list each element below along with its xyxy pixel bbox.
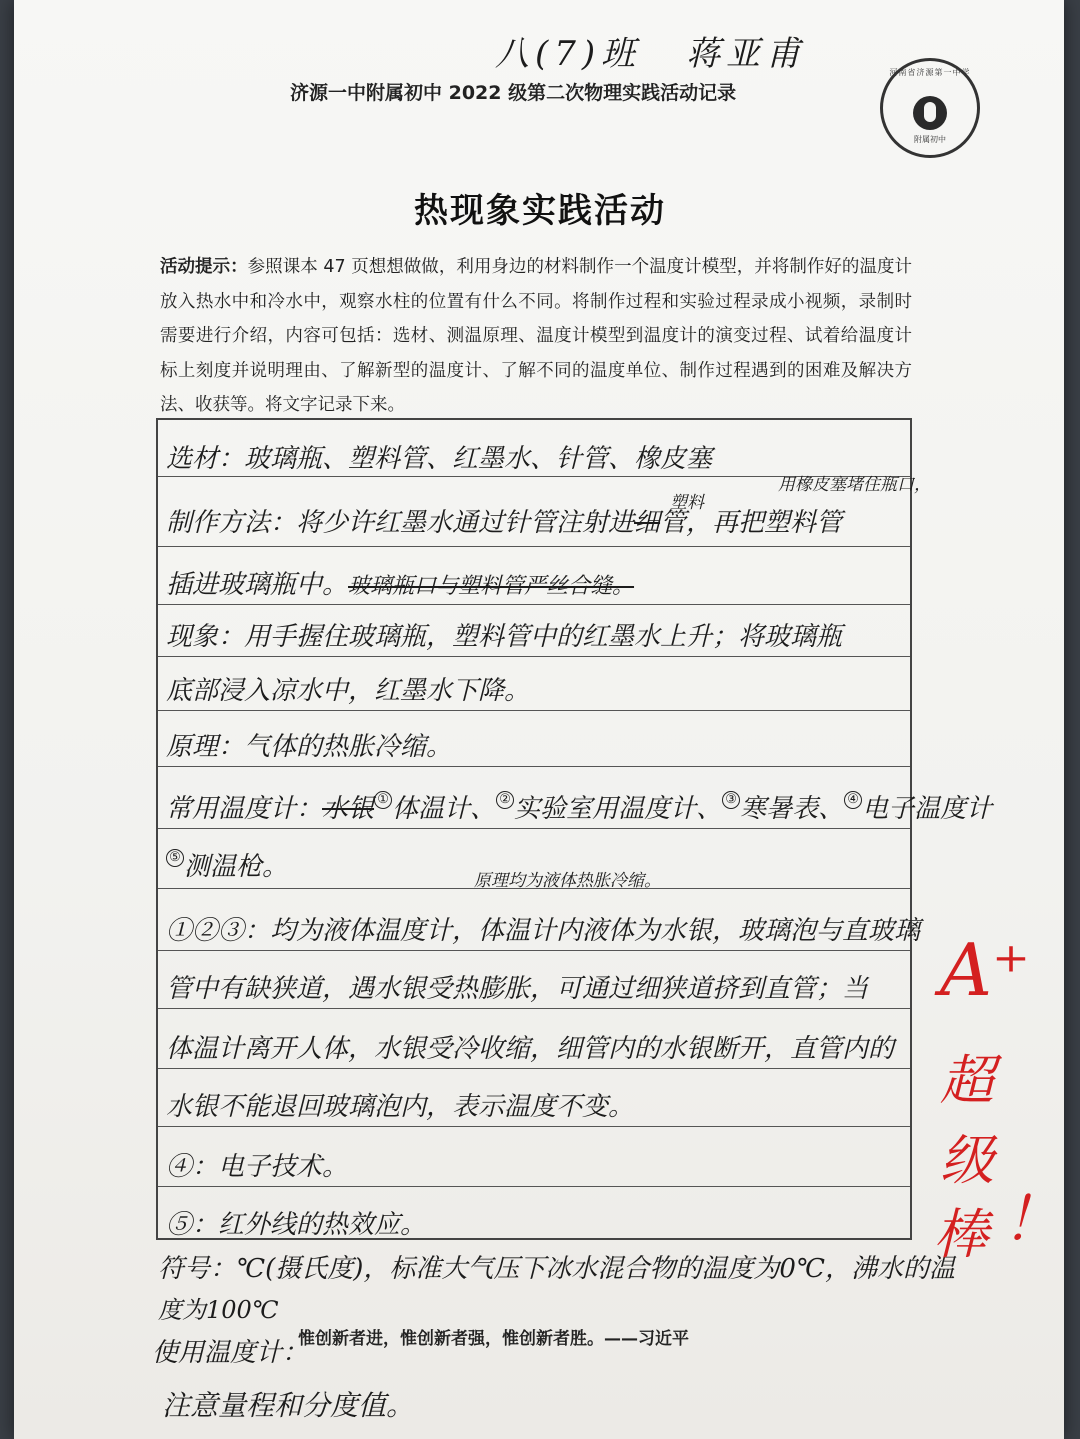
grade-comment-char: 级 (940, 1129, 994, 1192)
record-box (156, 418, 993, 1240)
symbol-line-cont: 度为100℃ (158, 1296, 279, 1324)
school-seal-icon (880, 58, 980, 158)
record-line-liquid: ①②③：均为液体温度计，体温计内液体为水银，玻璃泡与直玻璃 (166, 916, 921, 946)
grade-comment-char: ！ (1002, 1185, 1062, 1255)
record-line-method-cont (166, 564, 914, 601)
method-cont-strikethrough: 玻璃瓶口与塑料管严丝合缝。 (348, 574, 635, 599)
ruled-line (158, 656, 910, 657)
grade-mark: A⁺ (940, 928, 1030, 1012)
ruled-line (158, 1008, 910, 1009)
method-strikethrough: 细 (634, 508, 661, 538)
ruled-line (158, 710, 910, 711)
ruled-line (158, 604, 910, 605)
record-line-phenomenon: 现象：用手握住玻璃瓶，塑料管中的红墨水上升；将玻璃瓶 (166, 622, 843, 652)
number-marker: ① (374, 791, 392, 809)
prompt-text: 参照课本 47 页想想做做，利用身边的材料制作一个温度计模型，并将制作好的温度计放入热水中和冷水中，观察水柱的位置有什么不同。将制作过程和实验过程录成小视频，录制时需要进行介绍，内容可包括：选材、测温原理、温度计模型到温度计的演变过程、试着给温度计标上刻度并说明理由、了解新型的温度计、了解不同的温度单位、制作过程遇到的困难及解决方法、收获等。将文字记录下来。 (160, 257, 912, 415)
ruled-line (158, 1068, 910, 1069)
number-marker: ③ (722, 791, 740, 809)
record-line-infrared: ⑤：红外线的热效应。 (166, 1210, 427, 1240)
usage-note: 注意量程和分度值。 (162, 1389, 415, 1422)
symbol-line: 符号：℃(摄氏度)，标准大气压下冰水混合物的温度为0℃，沸水的温 (158, 1254, 955, 1284)
number-marker: ④ (844, 791, 862, 809)
method-end-text: 管，再把塑料管 (660, 508, 843, 538)
record-note-stopper: 用橡皮塞堵住瓶口， (778, 475, 931, 495)
record-note-plastic: 塑料 (670, 493, 704, 513)
method-main-text: 制作方法：将少许红墨水通过针管注射进 (166, 508, 635, 538)
thermometer-item: 寒暑表 (740, 794, 819, 824)
record-line-principle: 原理：气体的热胀冷缩。 (166, 732, 453, 762)
activity-prompt (160, 250, 912, 423)
method-cont-text: 插进玻璃瓶中。 (166, 570, 349, 600)
prompt-label: 活动提示： (160, 257, 248, 277)
thermometer-item: 体温计 (392, 794, 471, 824)
gun-text: 测温枪。 (184, 852, 289, 882)
thermometer-item: 电子温度计 (862, 794, 993, 824)
student-info (495, 26, 834, 75)
thermometers-strikethrough: 水银 (322, 794, 375, 824)
record-line-liquid-4: 水银不能退回玻璃泡内，表示温度不变。 (166, 1092, 635, 1122)
record-line-liquid-2: 管中有缺狭道，遇水银受热膨胀，可通过细狭道挤到直管；当 (166, 974, 869, 1004)
record-line-phenomenon-cont: 底部浸入凉水中，红墨水下降。 (166, 676, 531, 706)
ruled-line (158, 1186, 910, 1187)
grade-comment-char: 棒 (934, 1203, 988, 1266)
ruled-line (158, 950, 910, 951)
record-line-liquid-3: 体温计离开人体，水银受冷收缩，细管内的水银断开，直管内的 (166, 1034, 895, 1064)
number-marker: ② (496, 791, 514, 809)
seal-ring-text: 河南省济源第一中学 (889, 68, 971, 77)
number-marker: ⑤ (166, 849, 184, 867)
usage-label: 使用温度计： (152, 1338, 309, 1368)
document-header-title: 济源一中附属初中 2022 级第二次物理实践活动记录 (290, 82, 737, 104)
seal-bottom-text: 附属初中 (914, 135, 946, 144)
thermometers-label: 常用温度计： (166, 794, 323, 824)
quote-footer: 惟创新者进，惟创新者强，惟创新者胜。——习近平 (298, 1329, 689, 1349)
grade-comment-char: 超 (940, 1049, 994, 1112)
record-note-principle: 原理均为液体热胀冷缩。 (474, 871, 661, 891)
ruled-line (158, 546, 910, 547)
ruled-line (158, 1126, 910, 1127)
activity-title: 热现象实践活动 (414, 191, 666, 231)
ruled-line (158, 828, 910, 829)
ruled-line (158, 766, 910, 767)
record-line-thermometers: 常用温度计：水银 ① 体温计、 ② 实验室用温度计、 ③ 寒暑表、 ④ 电子温度计 (166, 792, 993, 824)
record-line-materials: 选材：玻璃瓶、塑料管、红墨水、针管、橡皮塞 (166, 444, 713, 474)
seal-emblem-icon (913, 96, 947, 130)
student-name: 蒋亚甫 (685, 34, 806, 74)
class-label: 八(7)班 (495, 34, 642, 74)
thermometer-item: 实验室用温度计 (514, 794, 697, 824)
record-line-electronic: ④：电子技术。 (166, 1152, 349, 1182)
record-line-method (166, 502, 914, 539)
